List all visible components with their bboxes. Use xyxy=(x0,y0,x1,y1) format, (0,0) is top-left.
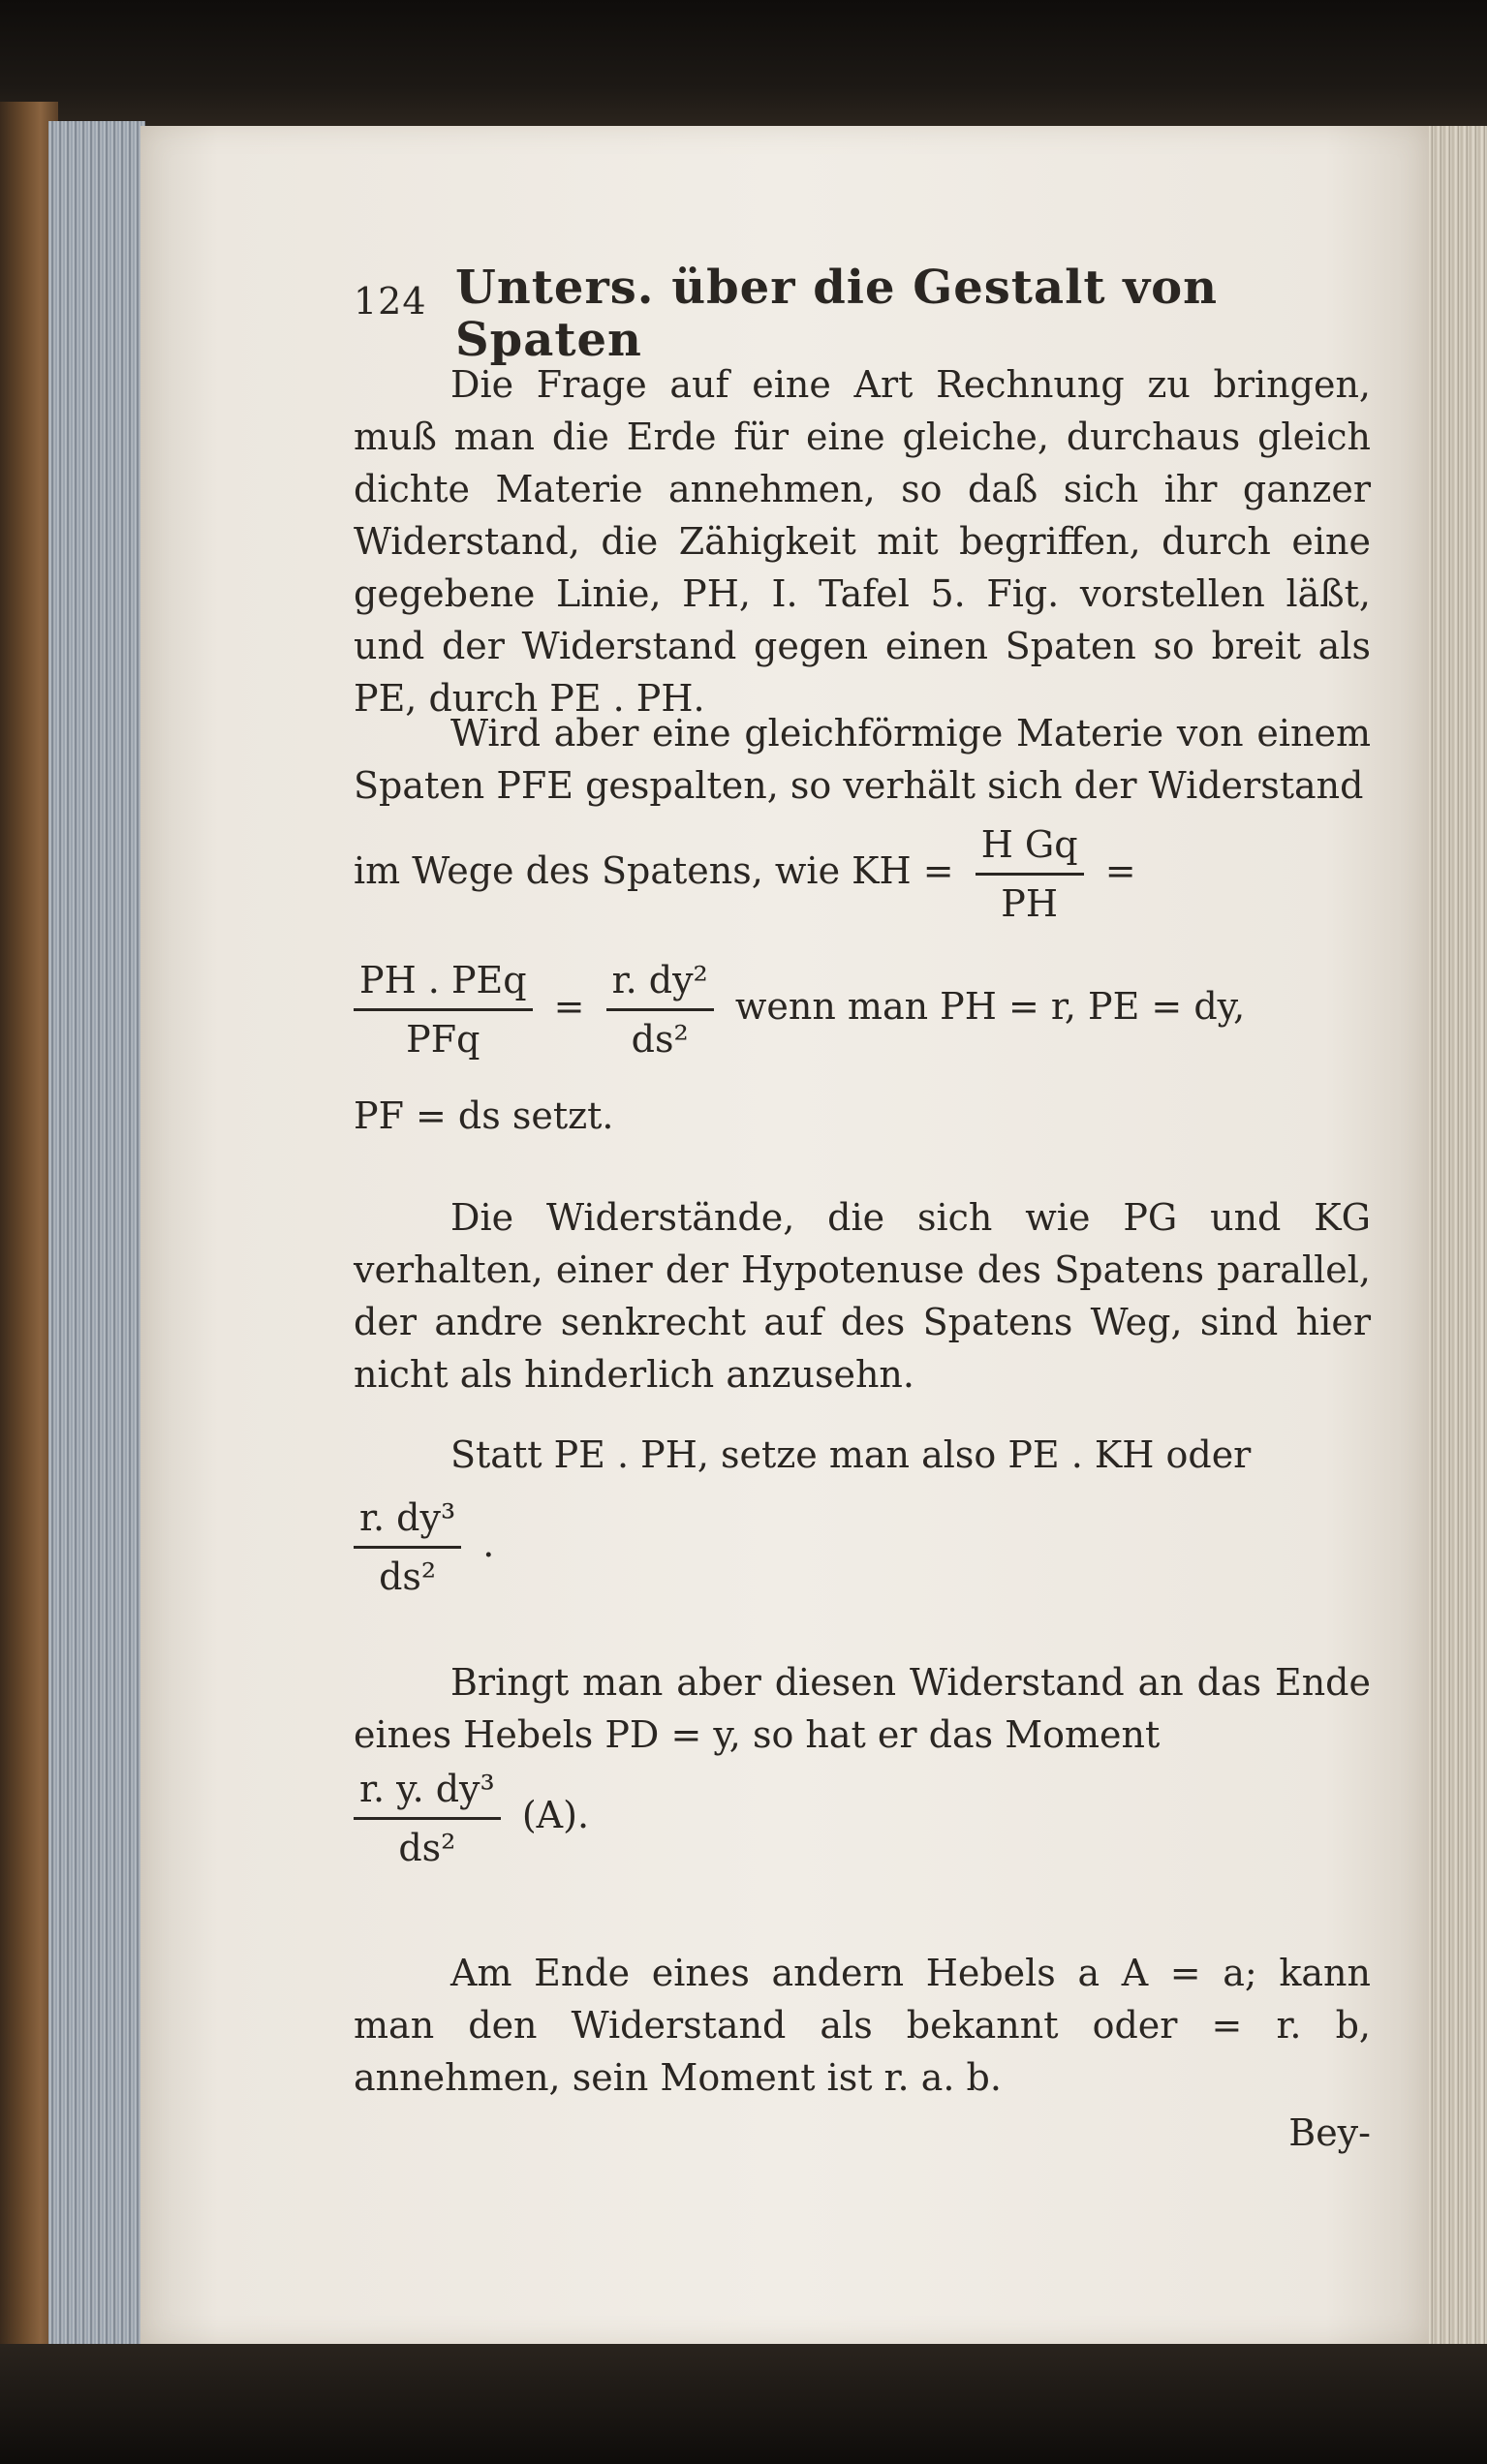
equation-text: im Wege des Spatens, wie KH = xyxy=(354,849,954,892)
top-shadow xyxy=(0,0,1487,126)
fraction-rdy2: $\frac{\text{r. dy²}}{\text{ds²}}$ xyxy=(606,954,714,1065)
equals-sign: = xyxy=(553,985,585,1028)
equation-line-2 xyxy=(354,954,1371,1065)
running-head: Unters. über die Gestalt von Spaten xyxy=(455,261,1218,367)
equals-sign: = xyxy=(1104,849,1136,892)
bottom-shadow xyxy=(0,2344,1487,2464)
paragraph-3: Die Widerstände, die sich wie PG und KG verhalten, einer der Hypotenuse des Spatens parallel, der andre senkrecht auf des Spatens Weg, sind hier nicht als hinderlich anzusehn. xyxy=(354,1196,1371,1396)
paragraph-1: Die Frage auf eine Art Rechnung zu bringen, muß man die Erde für eine gleiche, durchaus gleich dichte Materie annehmen, so daß sich ihr ganzer Widerstand, die Zähigkeit mit begriffen, durch eine gegebene Linie, PH, I. Tafel 5. Fig. vorstellen läßt, und der Widerstand gegen einen Spaten so breit als PE, durch PE . PH. xyxy=(354,363,1371,720)
fraction-ry-dy3: $\frac{\text{r. y. dy³}}{\text{ds²}}$ xyxy=(354,1763,501,1874)
paragraph-6: Am Ende eines andern Hebels a A = a; kann man den Widerstand als bekannt oder = r. b, annehmen, sein Moment ist r. a. b. xyxy=(354,1952,1371,2099)
equation-end: PF = ds setzt. xyxy=(354,1094,614,1137)
equation-tail: wenn man PH = r, PE = dy, xyxy=(734,985,1246,1028)
fraction-block-4: $\frac{\text{r. dy³}}{\text{ds²}}$ . xyxy=(354,1492,1371,1603)
fraction-rdy3: $\frac{\text{r. dy³}}{\text{ds²}}$ xyxy=(354,1492,461,1603)
page-number: 124 xyxy=(354,280,427,323)
paragraph-2: Wird aber eine gleichförmige Materie von einem Spaten PFE gespalten, so verhält sich der Widerstand xyxy=(354,712,1371,807)
fraction-block-5 xyxy=(354,1763,1371,1874)
page-header xyxy=(354,261,1371,367)
fraction-hgq-ph: $\frac{\text{H Gq}}{PH}$ xyxy=(976,818,1084,930)
fraction-ph-peq: $\frac{\text{PH . PEq}}{\text{PFq}}$ xyxy=(354,954,533,1065)
catchword: Bey- xyxy=(1288,2111,1371,2154)
equation-line-1 xyxy=(354,818,1371,930)
equation-label-a: (A). xyxy=(521,1794,590,1836)
paragraph-4: Statt PE . PH, setze man also PE . KH oder xyxy=(450,1433,1252,1476)
page-edges xyxy=(48,121,145,2349)
paragraph-5: Bringt man aber diesen Widerstand an das Ende eines Hebels PD = y, so hat er das Moment xyxy=(354,1661,1371,1756)
facing-page-edge xyxy=(1424,126,1487,2354)
